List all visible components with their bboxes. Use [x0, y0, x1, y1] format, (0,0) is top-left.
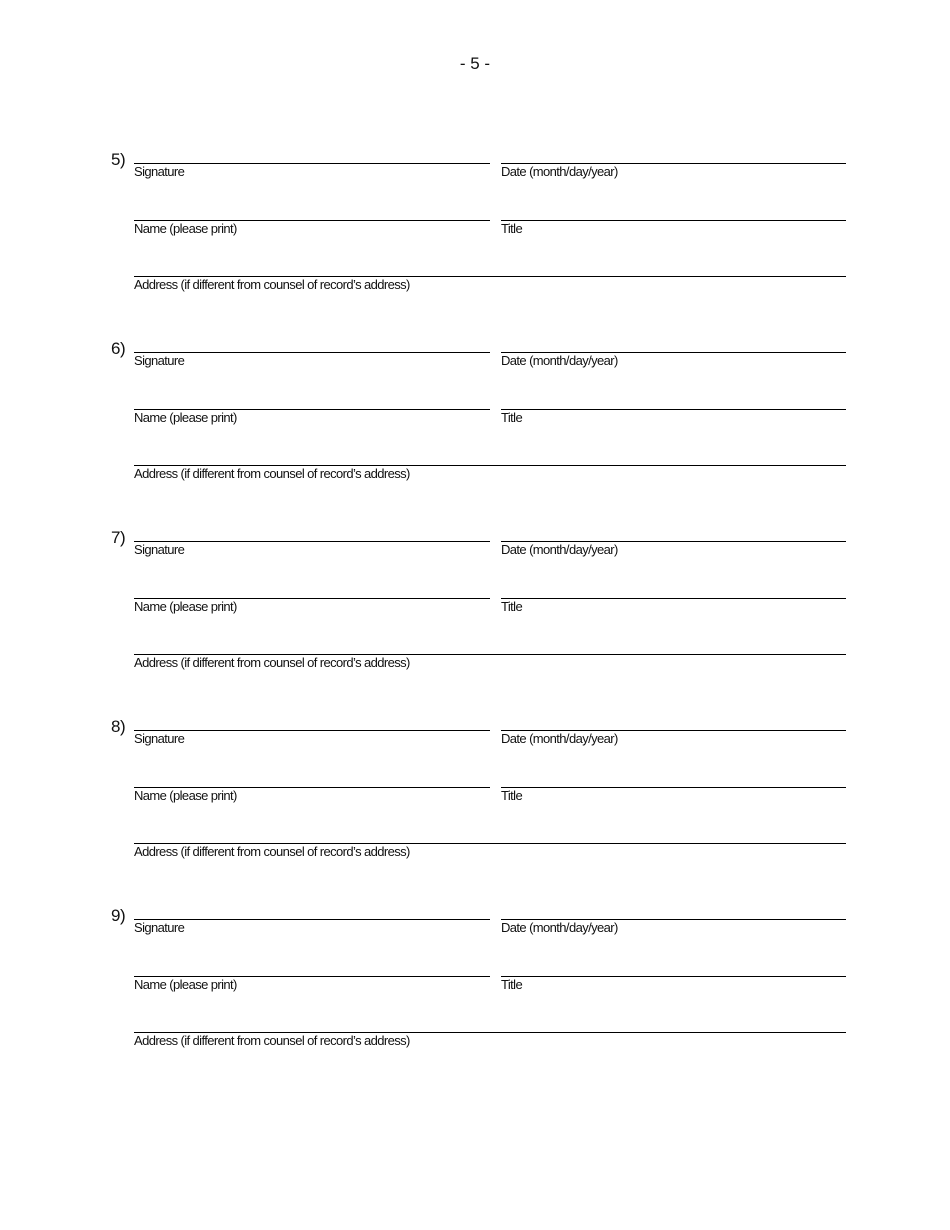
name-label: Name (please print) [134, 788, 237, 803]
name-label: Name (please print) [134, 410, 237, 425]
signature-line[interactable] [134, 730, 490, 731]
name-label: Name (please print) [134, 977, 237, 992]
date-label: Date (month/day/year) [501, 542, 618, 557]
address-label: Address (if different from counsel of record’s address) [134, 844, 410, 859]
entry-number: 5) [111, 150, 126, 169]
title-line[interactable] [501, 976, 846, 977]
signature-block-9 [0, 906, 950, 1066]
signature-line[interactable] [134, 541, 490, 542]
entry-number: 7) [111, 528, 126, 547]
signature-block-6 [0, 339, 950, 499]
title-label: Title [501, 599, 523, 614]
name-label: Name (please print) [134, 599, 237, 614]
entry-number: 8) [111, 717, 126, 736]
date-label: Date (month/day/year) [501, 353, 618, 368]
title-label: Title [501, 788, 523, 803]
address-label: Address (if different from counsel of record’s address) [134, 1033, 410, 1048]
signature-line[interactable] [134, 919, 490, 920]
signature-label: Signature [134, 920, 185, 935]
signature-label: Signature [134, 164, 185, 179]
title-label: Title [501, 977, 523, 992]
signature-line[interactable] [134, 352, 490, 353]
address-label: Address (if different from counsel of record’s address) [134, 655, 410, 670]
title-line[interactable] [501, 787, 846, 788]
date-label: Date (month/day/year) [501, 164, 618, 179]
title-label: Title [501, 221, 523, 236]
signature-block-5 [0, 150, 950, 310]
title-label: Title [501, 410, 523, 425]
signature-line[interactable] [134, 163, 490, 164]
address-label: Address (if different from counsel of record’s address) [134, 277, 410, 292]
signature-label: Signature [134, 353, 185, 368]
signature-label: Signature [134, 731, 185, 746]
address-label: Address (if different from counsel of record’s address) [134, 466, 410, 481]
title-line[interactable] [501, 409, 846, 410]
name-label: Name (please print) [134, 221, 237, 236]
entry-number: 6) [111, 339, 126, 358]
date-label: Date (month/day/year) [501, 731, 618, 746]
date-label: Date (month/day/year) [501, 920, 618, 935]
signature-label: Signature [134, 542, 185, 557]
title-line[interactable] [501, 220, 846, 221]
title-line[interactable] [501, 598, 846, 599]
entry-number: 9) [111, 906, 126, 925]
signature-block-7 [0, 528, 950, 688]
page-number: - 5 - [459, 54, 491, 73]
signature-block-8 [0, 717, 950, 877]
